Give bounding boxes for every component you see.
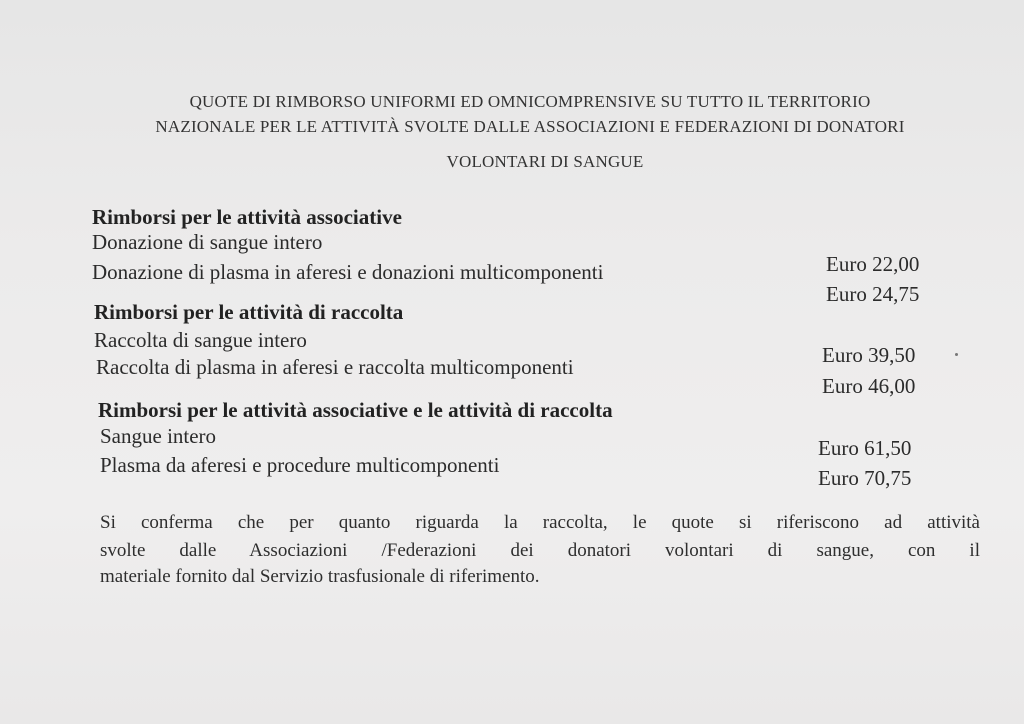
title-line-3: VOLONTARI DI SANGUE — [446, 152, 644, 171]
item-label-plasma-donation: Donazione di plasma in aferesi e donazioni multicomponenti — [92, 260, 604, 284]
title-line-2: NAZIONALE PER LE ATTIVITÀ SVOLTE DALLE ASSOCIAZIONI E FEDERAZIONI DI DONATORI — [155, 117, 905, 136]
note-line-1: Si conferma che per quanto riguarda la raccolta, le quote si riferiscono ad attività — [100, 512, 980, 533]
item-price-plasma-procedures: Euro 70,75 — [818, 466, 912, 490]
title-line-1: QUOTE DI RIMBORSO UNIFORMI ED OMNICOMPRENSIVE SU TUTTO IL TERRITORIO — [189, 92, 871, 111]
section-heading-collection: Rimborsi per le attività di raccolta — [94, 300, 404, 324]
item-label-plasma-procedures: Plasma da aferesi e procedure multicomponenti — [100, 453, 500, 477]
note-line-2: svolte dalle Associazioni /Federazioni dei donatori volontari di sangue, con il — [100, 540, 980, 561]
item-price-whole-blood-collection: Euro 39,50 — [822, 343, 916, 367]
speck-mark — [955, 353, 958, 356]
item-price-plasma-collection: Euro 46,00 — [822, 374, 916, 398]
section-heading-associative-and-collection: Rimborsi per le attività associative e le attività di raccolta — [98, 398, 613, 422]
item-label-plasma-collection: Raccolta di plasma in aferesi e raccolta multicomponenti — [96, 355, 574, 379]
item-label-whole-blood: Sangue intero — [100, 424, 217, 448]
item-price-whole-blood: Euro 61,50 — [818, 436, 912, 460]
item-label-whole-blood-collection: Raccolta di sangue intero — [94, 328, 307, 352]
item-price-plasma-donation: Euro 24,75 — [826, 282, 920, 306]
item-label-whole-blood-donation: Donazione di sangue intero — [92, 230, 323, 254]
note-line-3: materiale fornito dal Servizio trasfusionale di riferimento. — [100, 566, 540, 587]
section-heading-associative: Rimborsi per le attività associative — [92, 205, 402, 229]
item-price-whole-blood-donation: Euro 22,00 — [826, 252, 920, 276]
